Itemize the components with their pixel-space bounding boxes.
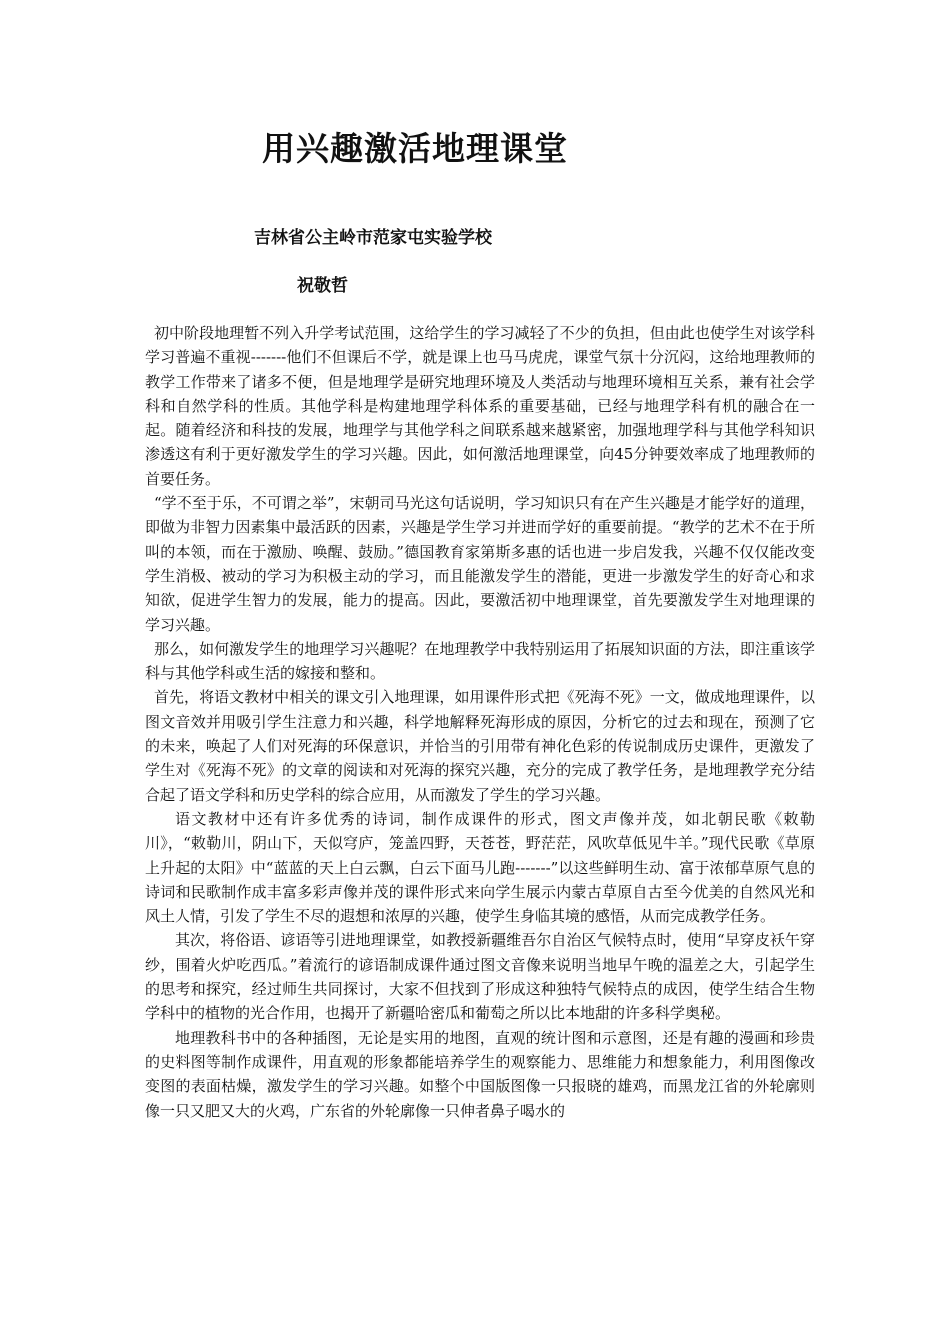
paragraph: 语文教材中还有许多优秀的诗词，制作成课件的形式，图文声像并茂，如北朝民歌《敕勒川》，“敕勒川，阴山下，天似穹庐，笼盖四野，天苍苍，野茫茫，风吹草低见牛羊。”现代民歌《草原上升起的太阳》中“蓝蓝的天上白云飘，白云下面马儿跑-------”以这些鲜明生动、富于浓郁草原气息的诗词和民歌制作成丰富多彩声像并茂的课件形式来向学生展示内蒙古草原自古至今优美的自然风光和风土人情，引发了学生不尽的遐想和浓厚的兴趣，使学生身临其境的感悟，从而完成教学任务。: [145, 809, 815, 926]
paragraph: 地理教科书中的各种插图，无论是实用的地图，直观的统计图和示意图，还是有趣的漫画和珍贵的史料图等制作成课件，用直观的形象都能培养学生的观察能力、思维能力和想象能力，利用图像改变图的表面枯燥，激发学生的学习兴趣。如整个中国版图像一只报晓的雄鸡，而黑龙江省的外轮廓则像一只又肥又大的火鸡，广东省的外轮廓像一只伸者鼻子喝水的: [145, 1028, 815, 1120]
document-body: [145, 321, 815, 1123]
document-title: 用兴趣激活地理课堂: [262, 129, 568, 168]
author-name: 祝敬哲: [297, 276, 348, 296]
paragraph: 初中阶段地理暂不列入升学考试范围，这给学生的学习减轻了不少的负担，但由此也使学生对该学科学习普遍不重视-------他们不但课后不学，就是课上也马马虎虎，课堂气氛十分沉闷，这给地理教师的教学工作带来了诸多不便，但是地理学是研究地理环境及人类活动与地理环境相互关系，兼有社会学科和自然学科的性质。其他学科是构建地理学科体系的重要基础，已经与地理学科有机的融合在一起。随着经济和科技的发展，地理学与其他学科之间联系越来越紧密，加强地理学科与其他学科知识渗透这有利于更好激发学生的学习兴趣。因此，如何激活地理课堂，向45分钟要效率成了地理教师的首要任务。: [145, 324, 815, 488]
author-school: 吉林省公主岭市范家屯实验学校: [254, 228, 492, 248]
paragraph: 那么，如何激发学生的地理学习兴趣呢？在地理教学中我特别运用了拓展知识面的方法，即注重该学科与其他学科或生活的嫁接和整和。: [145, 639, 815, 683]
paragraph: 其次，将俗语、谚语等引进地理课堂，如教授新疆维吾尔自治区气候特点时，使用“早穿皮袄午穿纱，围着火炉吃西瓜。”着流行的谚语制成课件通过图文音像来说明当地早午晚的温差之大，引起学生的思考和探究，经过师生共同探讨，大家不但找到了形成这种独特气候特点的成因，使学生结合生物学科中的植物的光合作用，也揭开了新疆哈密瓜和葡萄之所以比本地甜的许多科学奥秘。: [145, 931, 815, 1023]
paragraph: 首先，将语文教材中相关的课文引入地理课，如用课件形式把《死海不死》一文，做成地理课件，以图文音效并用吸引学生注意力和兴趣，科学地解释死海形成的原因，分析它的过去和现在，预测了它的未来，唤起了人们对死海的环保意识，并恰当的引用带有神化色彩的传说制成历史课件，更激发了学生对《死海不死》的文章的阅读和对死海的探究兴趣，充分的完成了教学任务，是地理教学充分结合起了语文学科和历史学科的综合应用，从而激发了学生的学习兴趣。: [145, 688, 815, 804]
paragraph: “学不至于乐，不可谓之举”，宋朝司马光这句话说明，学习知识只有在产生兴趣是才能学好的道理，即做为非智力因素集中最活跃的因素，兴趣是学生学习并进而学好的重要前提。“教学的艺术不在于所叫的本领，而在于激励、唤醒、鼓励。”德国教育家第斯多惠的话也进一步启发我，兴趣不仅仅能改变学生消极、被动的学习为积极主动的学习，而且能激发学生的潜能，更进一步激发学生的好奇心和求知欲，促进学生智力的发展，能力的提高。因此，要激活初中地理课堂，首先要激发学生对地理课的学习兴趣。: [145, 494, 815, 634]
